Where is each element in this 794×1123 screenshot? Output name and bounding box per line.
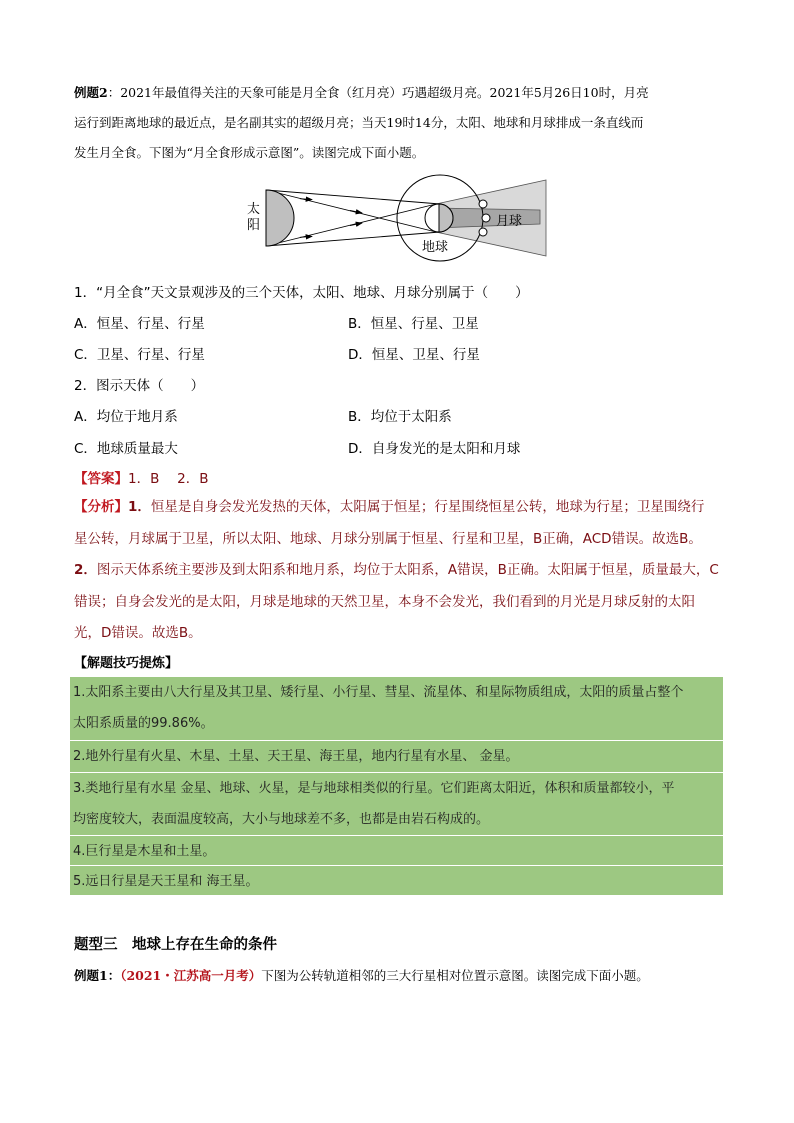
q2-option-a: A．均位于地月系 bbox=[74, 409, 178, 425]
tip-item-5: 5.远日行星是天王星和 海王星。 bbox=[70, 865, 723, 895]
intro-line-3: 发生月全食。下图为“月全食形成示意图”。读图完成下面小题。 bbox=[74, 145, 425, 160]
answer-line bbox=[74, 467, 209, 487]
answer-label: 【答案】 bbox=[74, 471, 128, 487]
intro-line-1: 例题2：2021年最值得关注的天象可能是月全食（红月亮）巧遇超级月亮。2021年5月26日10时，月亮 bbox=[74, 85, 649, 100]
tip-item-4: 4.巨行星是木星和土星。 bbox=[70, 835, 723, 865]
analysis-line: 2．图示天体系统主要涉及到太阳系和地月系，均位于太阳系，A错误，B正确。太阳属于恒星，质量最大，C bbox=[74, 562, 719, 578]
analysis-line: 光，D错误。故选B。 bbox=[74, 625, 202, 641]
analysis-block bbox=[74, 492, 722, 650]
tip-item-1: 1.太阳系主要由八大行星及其卫星、矮行星、小行星、彗星、流星体、和星际物质组成，太阳的质量占整个 太阳系质量的99.86%。 bbox=[73, 685, 684, 731]
sun-label: 太阳 bbox=[247, 202, 261, 233]
q2-option-d: D．自身发光的是太阳和月球 bbox=[348, 441, 521, 457]
tip-item-2: 2.地外行星有火星、木星、土星、天王星、海王星，地内行星有水星、 金星。 bbox=[70, 740, 723, 772]
q1-option-d: D．恒星、卫星、行星 bbox=[348, 347, 480, 363]
eclipse-figure bbox=[240, 172, 550, 262]
q1-stem: 1．“月全食”天文景观涉及的三个天体，太阳、地球、月球分别属于（ ） bbox=[74, 285, 529, 301]
moon-label: 月球 bbox=[496, 214, 523, 229]
moon-position bbox=[479, 228, 487, 236]
analysis-line: 星公转，月球属于卫星，所以太阳、地球、月球分别属于恒星、行星和卫星，B正确，ACD错误。故选B。 bbox=[74, 530, 702, 547]
analysis-line: 错误；自身会发光的是太阳，月球是地球的天然卫星，本身不会发光，我们看到的月光是月球反射的太阳 bbox=[74, 593, 695, 610]
section-title: 题型三 地球上存在生命的条件 bbox=[74, 937, 277, 953]
example1-line bbox=[74, 966, 649, 984]
example-label: 例题2 bbox=[74, 85, 108, 100]
moon-position bbox=[479, 200, 487, 208]
q1-option-a: A．恒星、行星、行星 bbox=[74, 316, 205, 332]
intro-paragraph bbox=[74, 78, 734, 168]
example1-text: 下图为公转轨道相邻的三大行星相对位置示意图。读图完成下面小题。 bbox=[261, 968, 649, 983]
q1-option-b: B．恒星、行星、卫星 bbox=[348, 316, 479, 332]
tips-box bbox=[70, 677, 723, 895]
sun-shape bbox=[266, 190, 294, 246]
moon-position bbox=[482, 214, 490, 222]
analysis-line: 【分析】1．恒星是自身会发光发热的天体，太阳属于恒星；行星围绕恒星公转，地球为行星；卫星围绕行 bbox=[74, 499, 705, 515]
example1-source: （2021・江苏高一月考） bbox=[120, 968, 262, 983]
answer-text: 1．B 2．B bbox=[128, 471, 209, 487]
tips-title: 【解题技巧提炼】 bbox=[74, 656, 179, 671]
q2-option-c: C．地球质量最大 bbox=[74, 441, 178, 457]
q1-option-c: C．卫星、行星、行星 bbox=[74, 347, 205, 363]
earth-label: 地球 bbox=[422, 240, 449, 255]
intro-line-2: 运行到距离地球的最近点，是名副其实的超级月亮；当天19时14分，太阳、地球和月球排成一条直线而 bbox=[74, 115, 644, 130]
q2-option-b: B．均位于太阳系 bbox=[348, 409, 452, 425]
example1-label: 例题1： bbox=[74, 968, 121, 983]
tip-item-3: 3.类地行星有水星 金星、地球、火星，是与地球相类似的行星。它们距离太阳近，体积和质量都较小，平 均密度较大，表面温度较高，大小与地球差不多，也都是由岩石构成的。 bbox=[70, 772, 723, 835]
q2-stem: 2．图示天体（ ） bbox=[74, 378, 205, 394]
